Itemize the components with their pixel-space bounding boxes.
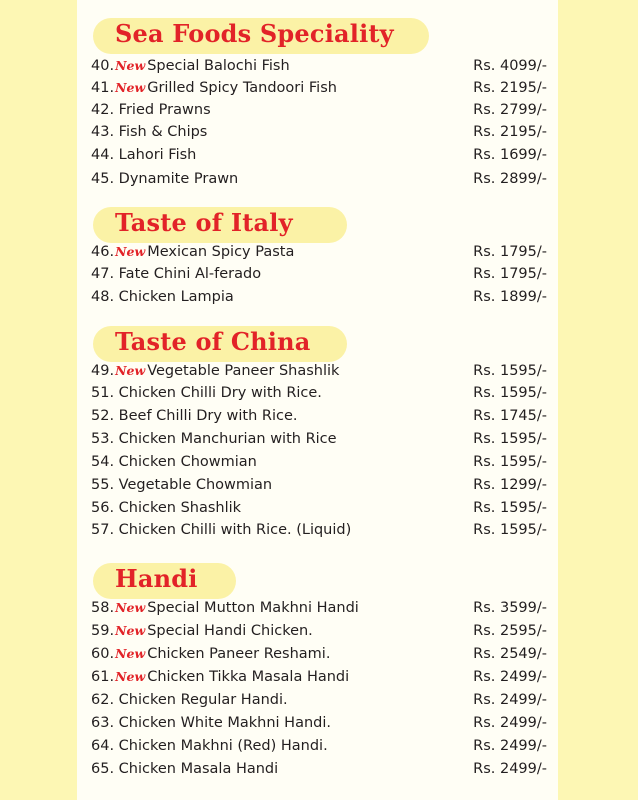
item-name: Special Mutton Makhni Handi [147,600,359,616]
item-number: 53. [91,431,115,447]
item-name: Fish & Chips [118,124,208,140]
menu-item [91,692,547,714]
item-number: 56. [91,500,115,516]
item-price: Rs. 1899/- [473,289,547,305]
item-number: 62. [91,692,115,708]
menu-item [91,80,547,102]
new-badge: New [115,363,146,378]
menu-item [91,102,547,124]
section-header [93,18,429,54]
item-price: Rs. 2195/- [473,124,547,140]
menu-item [91,500,547,522]
menu-item [91,431,547,453]
menu-item [91,147,547,169]
item-number: 60. [91,646,115,662]
item-number: 43. [91,124,115,140]
item-price: Rs. 1299/- [473,477,547,493]
item-price: Rs. 1595/- [473,431,547,447]
menu-item [91,289,547,311]
new-badge: New [115,669,146,684]
section-title: Handi [115,564,198,593]
item-name: Chicken Regular Handi. [118,692,288,708]
item-name: Special Handi Chicken. [147,623,313,639]
item-price: Rs. 1595/- [473,522,547,538]
item-price: Rs. 1595/- [473,363,547,379]
item-name: Chicken White Makhni Handi. [118,715,331,731]
new-badge: New [115,244,146,259]
item-price: Rs. 2595/- [473,623,547,639]
item-name: Lahori Fish [118,147,197,163]
item-name: Chicken Tikka Masala Handi [147,669,350,685]
item-name: Chicken Shashlik [118,500,242,516]
item-name: Fried Prawns [118,102,211,118]
menu-item [91,623,547,645]
menu-item [91,669,547,691]
item-price: Rs. 2499/- [473,738,547,754]
item-price: Rs. 1795/- [473,244,547,260]
menu-item [91,363,547,385]
item-price: Rs. 2499/- [473,669,547,685]
item-price: Rs. 1745/- [473,408,547,424]
new-badge: New [115,600,146,615]
new-badge: New [115,80,146,95]
menu-item [91,124,547,146]
section-header [93,207,347,243]
item-name: Chicken Chowmian [118,454,257,470]
item-price: Rs. 1595/- [473,385,547,401]
menu-item [91,454,547,476]
section-title: Taste of China [115,327,311,356]
item-number: 54. [91,454,115,470]
menu-item [91,522,547,544]
item-name: Chicken Makhni (Red) Handi. [118,738,328,754]
item-name: Fate Chini Al-ferado [118,266,262,282]
section-title: Sea Foods Speciality [115,19,394,48]
item-number: 59. [91,623,115,639]
section-header [93,326,347,362]
menu-item [91,761,547,783]
item-name: Chicken Masala Handi [118,761,279,777]
item-number: 55. [91,477,115,493]
item-price: Rs. 1795/- [473,266,547,282]
item-name: Chicken Manchurian with Rice [118,431,337,447]
menu-item [91,477,547,499]
item-price: Rs. 2195/- [473,80,547,96]
item-number: 65. [91,761,115,777]
item-number: 52. [91,408,115,424]
item-number: 58. [91,600,115,616]
item-price: Rs. 1595/- [473,500,547,516]
item-price: Rs. 2549/- [473,646,547,662]
item-name: Dynamite Prawn [118,171,239,187]
item-name: Chicken Lampia [118,289,234,305]
menu-page [77,0,558,800]
menu-item [91,738,547,760]
item-number: 63. [91,715,115,731]
menu-item [91,600,547,622]
menu-item [91,408,547,430]
item-number: 44. [91,147,115,163]
item-price: Rs. 3599/- [473,600,547,616]
item-name: Grilled Spicy Tandoori Fish [147,80,337,96]
item-name: Chicken Chilli Dry with Rice. [118,385,322,401]
item-price: Rs. 4099/- [473,58,547,74]
menu-item [91,171,547,193]
new-badge: New [115,623,146,638]
item-name: Vegetable Paneer Shashlik [147,363,340,379]
item-name: Special Balochi Fish [147,58,290,74]
item-price: Rs. 2499/- [473,692,547,708]
item-number: 45. [91,171,115,187]
menu-item [91,266,547,288]
item-price: Rs. 2499/- [473,715,547,731]
item-number: 61. [91,669,115,685]
new-badge: New [115,646,146,661]
item-name: Vegetable Chowmian [118,477,273,493]
item-price: Rs. 2899/- [473,171,547,187]
section-header [93,563,236,599]
item-name: Beef Chilli Dry with Rice. [118,408,298,424]
menu-item [91,244,547,266]
item-number: 41. [91,80,115,96]
item-number: 40. [91,58,115,74]
item-number: 47. [91,266,115,282]
menu-item [91,646,547,668]
menu-item [91,715,547,737]
item-number: 46. [91,244,115,260]
item-number: 51. [91,385,115,401]
item-price: Rs. 1699/- [473,147,547,163]
menu-item [91,58,547,80]
item-price: Rs. 2799/- [473,102,547,118]
new-badge: New [115,58,146,73]
item-name: Mexican Spicy Pasta [147,244,295,260]
item-name: Chicken Paneer Reshami. [147,646,331,662]
item-number: 48. [91,289,115,305]
menu-item [91,385,547,407]
item-name: Chicken Chilli with Rice. (Liquid) [118,522,352,538]
item-number: 64. [91,738,115,754]
item-price: Rs. 1595/- [473,454,547,470]
item-price: Rs. 2499/- [473,761,547,777]
item-number: 57. [91,522,115,538]
section-title: Taste of Italy [115,208,293,237]
item-number: 49. [91,363,115,379]
item-number: 42. [91,102,115,118]
